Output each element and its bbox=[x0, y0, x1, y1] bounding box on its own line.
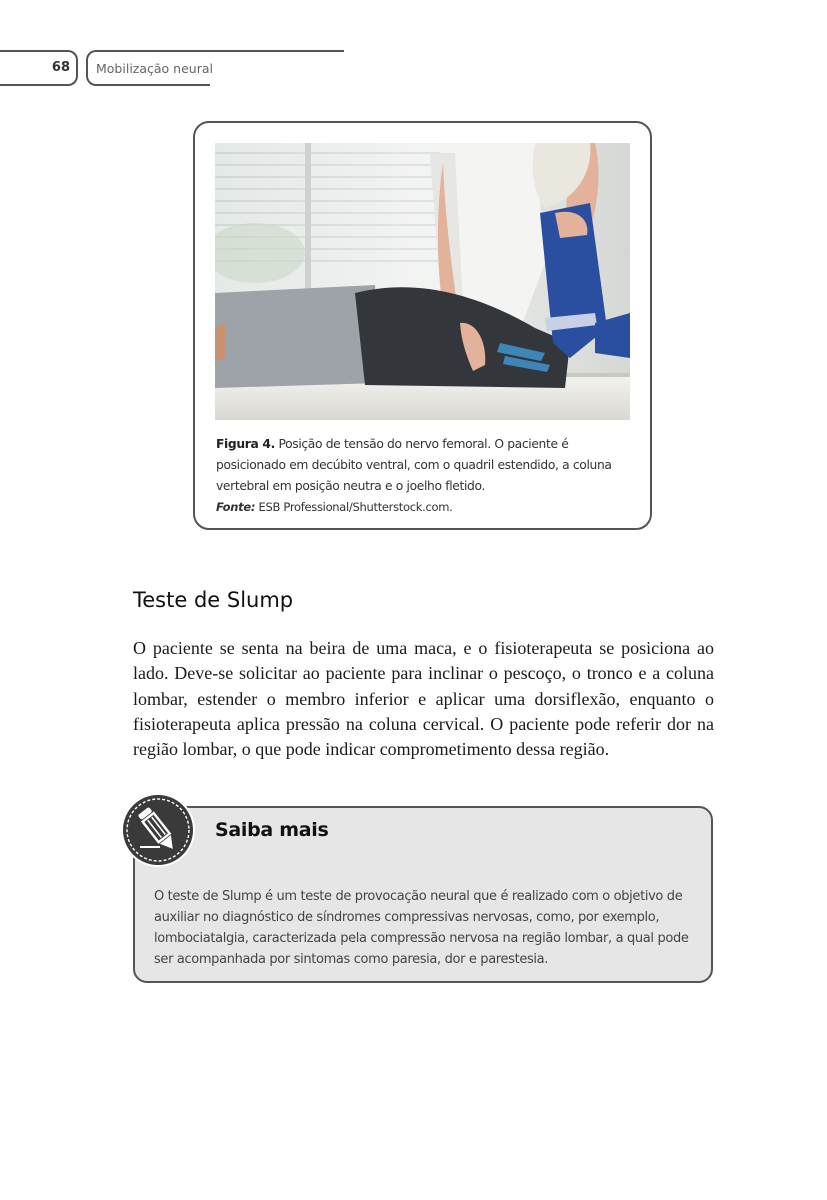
figure-source-label: Fonte: bbox=[216, 500, 256, 514]
figure-photo bbox=[215, 143, 630, 420]
figure-label: Figura 4. bbox=[216, 437, 275, 451]
pencil-icon bbox=[120, 792, 196, 868]
saiba-mais-title: Saiba mais bbox=[215, 819, 329, 841]
page-number: 68 bbox=[51, 60, 70, 75]
saiba-mais-text: O teste de Slump é um teste de provocação neural que é realizado com o objetivo de auxiliar no diagnóstico de síndromes compressivas nervosas, como, por exemplo, lombociatalgia, caracterizada pela compressão nervosa na região lombar, a qual pode ser acompanhada por sintomas como paresia, dor e parestesia. bbox=[154, 889, 689, 967]
figure-caption-text: Posição de tensão do nervo femoral. O paciente é posicionado em decúbito ventral, com o quadril estendido, a coluna vertebral em posição neutra e o joelho fletido. bbox=[216, 437, 612, 493]
running-title-tab bbox=[86, 50, 213, 86]
running-title: Mobilização neural bbox=[96, 61, 213, 76]
section-body: O paciente se senta na beira de uma maca, e o fisioterapeuta se posiciona ao lado. Deve-se solicitar ao paciente para inclinar o pescoço, o tronco e a coluna lombar, estender o membro inferior e aplicar uma dorsiflexão, enquanto o fisioterapeuta aplica pressão na coluna cervical. O paciente pode referir dor na região lombar, o que pode indicar comprometimento dessa região. bbox=[133, 638, 714, 760]
figure-source-text: ESB Professional/Shutterstock.com. bbox=[255, 500, 453, 514]
section-title: Teste de Slump bbox=[133, 588, 294, 612]
figure-caption bbox=[216, 434, 636, 497]
figure-source bbox=[216, 500, 636, 514]
page-number-tab bbox=[0, 50, 78, 86]
